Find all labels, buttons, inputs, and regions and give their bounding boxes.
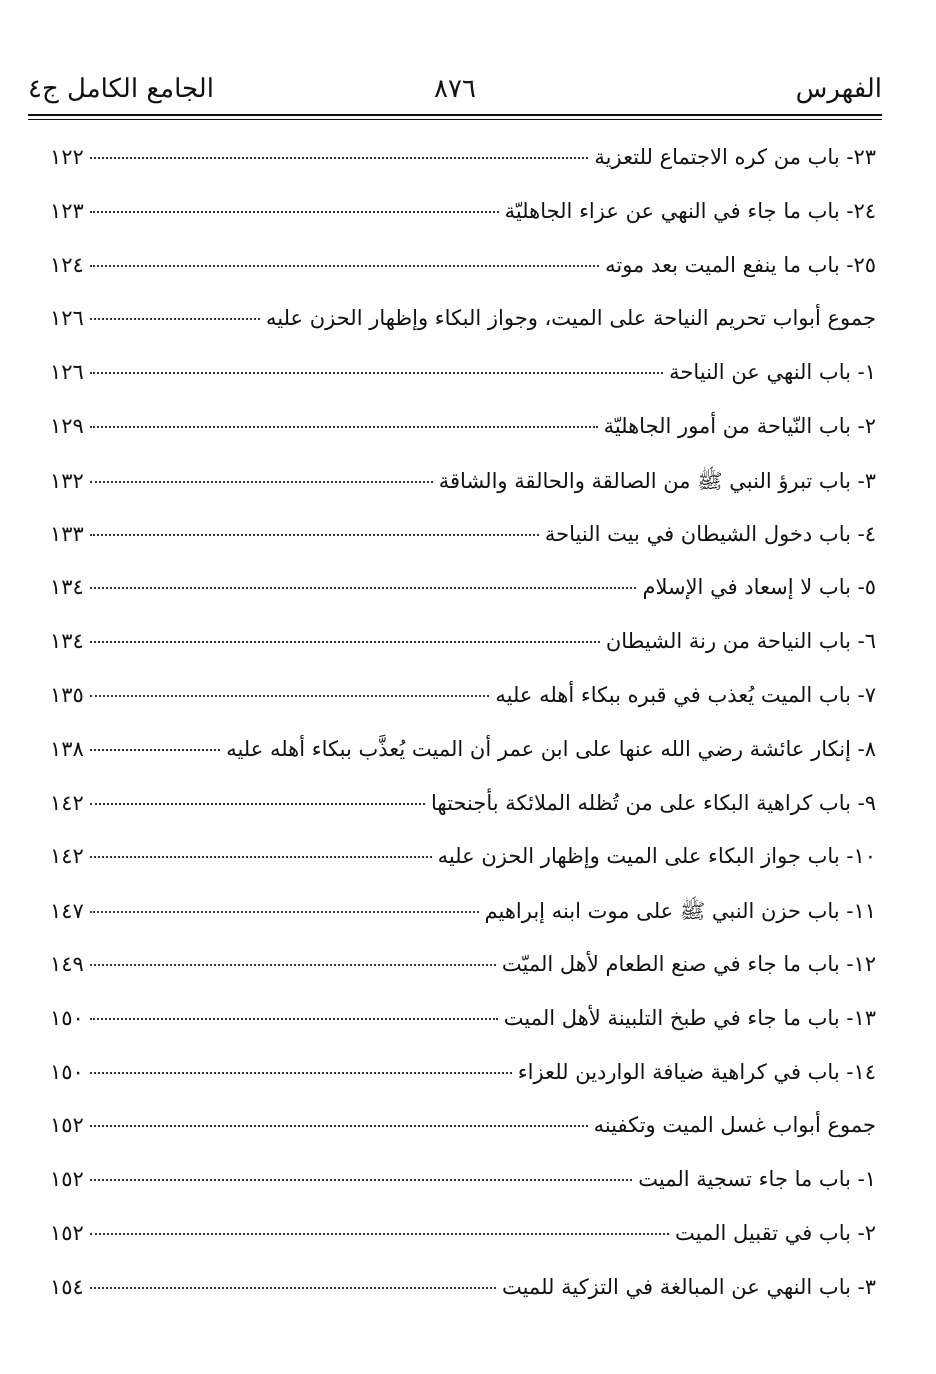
toc-entry [50, 629, 876, 683]
toc-entry [50, 844, 876, 898]
toc-entry-title: ٣- باب النهي عن المبالغة في التزكية للميت [501, 1274, 876, 1299]
toc-entry [50, 1006, 876, 1060]
toc-entry-title: ٢٥- باب ما ينفع الميت بعد موته [605, 252, 876, 277]
section-title: الفهرس [795, 74, 882, 104]
toc-entry-title: ٢٤- باب ما جاء في النهي عن عزاء الجاهليّة [504, 198, 876, 223]
toc-entry [50, 414, 876, 468]
dot-leader [90, 318, 260, 320]
dot-leader [90, 803, 425, 805]
dot-leader [90, 1018, 498, 1020]
toc-entry-title: جموع أبواب تحريم النياحة على الميت، وجواز البكاء وإظهار الحزن عليه [265, 306, 876, 331]
toc-entry [50, 898, 876, 952]
toc-entry-page: ١٥٠ [50, 1005, 84, 1030]
toc-entry [50, 306, 876, 360]
dot-leader [90, 911, 479, 913]
dot-leader [90, 265, 599, 267]
page-header [28, 68, 882, 112]
toc-entry-page: ١٥٠ [50, 1059, 84, 1084]
toc-entry-title: ٦- باب النياحة من رنة الشيطان [605, 629, 876, 654]
toc-entry-title: ٤- باب دخول الشيطان في بيت النياحة [544, 521, 876, 546]
toc-entry-page: ١٢٤ [50, 252, 84, 277]
toc-entry-page: ١٥٢ [50, 1220, 84, 1245]
page-number: ٨٧٦ [434, 74, 476, 104]
toc-entry-title: ١٣- باب ما جاء في طبخ التلبينة لأهل الميت [503, 1005, 876, 1030]
toc-entry-title: ٨- إنكار عائشة رضي الله عنها على ابن عمر أن الميت يُعذَّب ببكاء أهله عليه [226, 736, 876, 761]
dot-leader [90, 481, 433, 483]
dot-leader [90, 372, 663, 374]
toc-entry [50, 468, 876, 522]
toc-entry-page: ١٣٣ [50, 521, 84, 546]
toc-entry [50, 575, 876, 629]
toc-entry [50, 1221, 876, 1275]
toc-entry-title: ٥- باب لا إسعاد في الإسلام [642, 575, 876, 600]
toc-entry [50, 952, 876, 1006]
toc-entry-page: ١٤٧ [50, 899, 84, 924]
toc-entry [50, 683, 876, 737]
dot-leader [90, 534, 539, 536]
toc-entry-title: ١- باب النهي عن النياحة [669, 360, 876, 385]
dot-leader [90, 211, 499, 213]
toc-entry [50, 1275, 876, 1329]
dot-leader [90, 426, 598, 428]
toc-entry [50, 199, 876, 253]
toc-entry-title: ٢- باب في تقبيل الميت [674, 1220, 876, 1245]
toc-entry-title: ١٠- باب جواز البكاء على الميت وإظهار الحزن عليه [437, 844, 876, 869]
toc-entry-page: ١٤٢ [50, 844, 84, 869]
toc-entry-page: ١٤٢ [50, 790, 84, 815]
toc-entry-page: ١٤٩ [50, 951, 84, 976]
dot-leader [90, 695, 490, 697]
toc-entry-page: ١٥٢ [50, 1113, 84, 1138]
dot-leader [90, 1179, 632, 1181]
toc-entry-page: ١٢٣ [50, 198, 84, 223]
toc-entry-page: ١٣٨ [50, 736, 84, 761]
toc-entry [50, 360, 876, 414]
toc-entry-title: ٩- باب كراهية البكاء على من تُظله الملائكة بأجنحتها [431, 790, 876, 815]
toc-entry-title: ١١- باب حزن النبي ﷺ على موت ابنه إبراهيم [484, 899, 876, 924]
toc-entry-title: ٢- باب النّياحة من أمور الجاهليّة [603, 413, 876, 438]
header-rule-thin [28, 119, 882, 120]
toc-entry [50, 253, 876, 307]
toc-entry [50, 1060, 876, 1114]
toc-entry-title: جموع أبواب غسل الميت وتكفينه [593, 1113, 876, 1138]
toc-entry-title: ١٢- باب ما جاء في صنع الطعام لأهل الميّت [501, 951, 876, 976]
toc-entry-title: ٢٣- باب من كره الاجتماع للتعزية [594, 145, 876, 169]
dot-leader [90, 1287, 496, 1289]
toc-entry [50, 791, 876, 845]
toc-entry [50, 522, 876, 576]
dot-leader [90, 1233, 669, 1235]
dot-leader [90, 856, 432, 858]
table-of-contents [50, 145, 876, 1329]
toc-entry-page: ١٢٢ [50, 145, 84, 169]
toc-entry-page: ١٢٩ [50, 413, 84, 438]
toc-entry-page: ١٣٤ [50, 575, 84, 600]
toc-entry-title: ١٤- باب في كراهية ضيافة الواردين للعزاء [517, 1059, 876, 1084]
dot-leader [90, 1125, 588, 1127]
toc-entry-title: ١- باب ما جاء تسجية الميت [638, 1167, 876, 1192]
toc-entry [50, 737, 876, 791]
dot-leader [90, 749, 220, 751]
header-rule-thick [28, 114, 882, 116]
dot-leader [90, 157, 589, 159]
toc-entry-page: ١٣٢ [50, 468, 84, 493]
dot-leader [90, 587, 637, 589]
toc-entry-title: ٧- باب الميت يُعذب في قبره ببكاء أهله عليه [495, 682, 876, 707]
dot-leader [90, 964, 496, 966]
toc-entry-page: ١٢٦ [50, 360, 84, 385]
toc-entry [50, 1167, 876, 1221]
toc-entry-page: ١٣٤ [50, 629, 84, 654]
toc-entry [50, 1113, 876, 1167]
toc-entry-page: ١٥٤ [50, 1274, 84, 1299]
dot-leader [90, 1072, 512, 1074]
book-title: الجامع الكامل ج٤ [28, 74, 214, 104]
toc-entry [50, 145, 876, 199]
toc-entry-page: ١٥٢ [50, 1167, 84, 1192]
toc-entry-page: ١٢٦ [50, 306, 84, 331]
dot-leader [90, 641, 600, 643]
toc-entry-title: ٣- باب تبرؤ النبي ﷺ من الصالقة والحالقة والشاقة [438, 468, 876, 493]
toc-entry-page: ١٣٥ [50, 682, 84, 707]
